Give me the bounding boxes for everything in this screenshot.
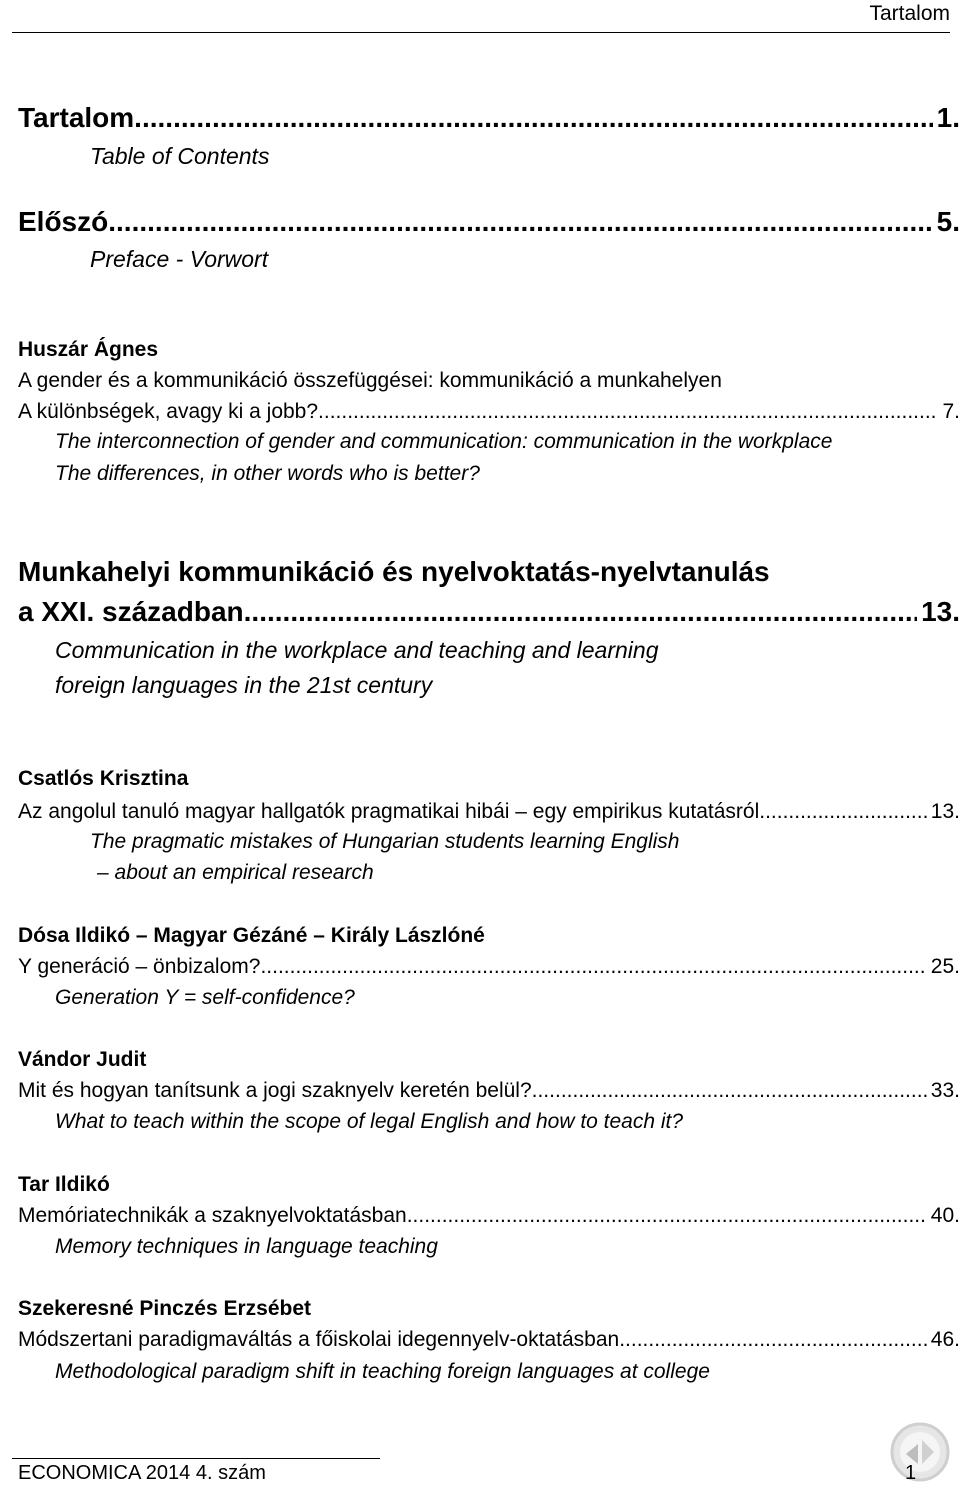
leader-dots (260, 955, 926, 979)
page-number: 7. (942, 400, 960, 423)
english-title-line: foreign languages in the 21st century (55, 672, 433, 698)
toc-subtitle: Preface - Vorwort (90, 246, 269, 272)
footer-rule (12, 1458, 380, 1459)
page-number: 5. (936, 206, 960, 237)
toc-entry-line[interactable] (18, 400, 960, 424)
author-name: Dósa Ildikó – Magyar Gézáné – Király Lászlóné (18, 924, 485, 947)
toc-entry-line[interactable] (18, 955, 960, 979)
article-title-line: Y generáció – önbizalom? (18, 955, 261, 978)
running-header: Tartalom (869, 2, 950, 25)
section-heading-entry[interactable] (18, 596, 960, 628)
article-title-line: Mit és hogyan tanítsunk a jogi szaknyelv keretén belül? (18, 1079, 532, 1102)
header-rule (12, 32, 950, 33)
toc-entry-line[interactable] (18, 800, 960, 824)
page-number: 40. (930, 1204, 960, 1227)
toc-entry-line[interactable] (18, 1328, 960, 1352)
leader-dots (407, 1204, 927, 1228)
toc-title: Előszó (18, 206, 109, 237)
toc-subtitle: Table of Contents (90, 143, 270, 169)
leader-dots (244, 596, 917, 628)
page-number: 13. (930, 800, 960, 823)
english-title-line: – about an empirical research (97, 861, 374, 884)
leader-dots (134, 102, 932, 134)
article-title-line: Memóriatechnikák a szaknyelvoktatásban (18, 1204, 407, 1227)
section-heading-line: a XXI. században (18, 596, 244, 627)
english-title-line: The pragmatic mistakes of Hungarian students learning English (90, 830, 680, 853)
leader-dots (532, 1079, 927, 1103)
author-name: Vándor Judit (18, 1048, 147, 1071)
toc-title: Tartalom (18, 102, 135, 133)
article-title-line: A különbségek, avagy ki a jobb? (18, 400, 319, 423)
toc-entry-eloszo[interactable] (18, 206, 960, 238)
english-title-line: The differences, in other words who is better? (55, 462, 480, 485)
article-title-line: Az angolul tanuló magyar hallgatók pragmatikai hibái – egy empirikus kutatásról (18, 800, 760, 823)
leader-dots (108, 206, 932, 238)
section-heading-line[interactable]: Munkahelyi kommunikáció és nyelvoktatás-nyelvtanulás (18, 556, 770, 587)
leader-dots (318, 400, 938, 424)
author-name: Csatlós Krisztina (18, 767, 189, 790)
page-number: 13. (921, 596, 960, 627)
author-name: Tar Ildikó (18, 1173, 110, 1196)
toc-entry-tartalom[interactable] (18, 102, 960, 134)
toc-entry-line[interactable] (18, 1204, 960, 1228)
article-title-line: Módszertani paradigmaváltás a főiskolai idegennyelv-oktatásban (18, 1328, 620, 1351)
english-title-line: Communication in the workplace and teaching and learning (55, 637, 659, 663)
economica-logo-icon (888, 1420, 952, 1484)
footer-page-number: 1 (905, 1462, 917, 1484)
leader-dots (759, 800, 927, 824)
english-title-line: Memory techniques in language teaching (55, 1235, 438, 1258)
page-number: 25. (930, 955, 960, 978)
author-name: Huszár Ágnes (18, 338, 159, 361)
english-title-line: What to teach within the scope of legal English and how to teach it? (55, 1110, 684, 1133)
page-number: 33. (930, 1079, 960, 1102)
leader-dots (619, 1328, 927, 1352)
english-title-line: Methodological paradigm shift in teaching foreign languages at college (55, 1360, 710, 1383)
footer-journal: ECONOMICA 2014 4. szám (18, 1462, 266, 1484)
english-title-line: The interconnection of gender and communication: communication in the workplace (55, 430, 833, 453)
page-number: 46. (930, 1328, 960, 1351)
page-number: 1. (936, 102, 960, 133)
article-title-line[interactable]: A gender és a kommunikáció összefüggései: kommunikáció a munkahelyen (18, 369, 722, 392)
author-name: Szekeresné Pinczés Erzsébet (18, 1297, 311, 1320)
english-title-line: Generation Y = self-confidence? (55, 986, 355, 1009)
toc-entry-line[interactable] (18, 1079, 960, 1103)
